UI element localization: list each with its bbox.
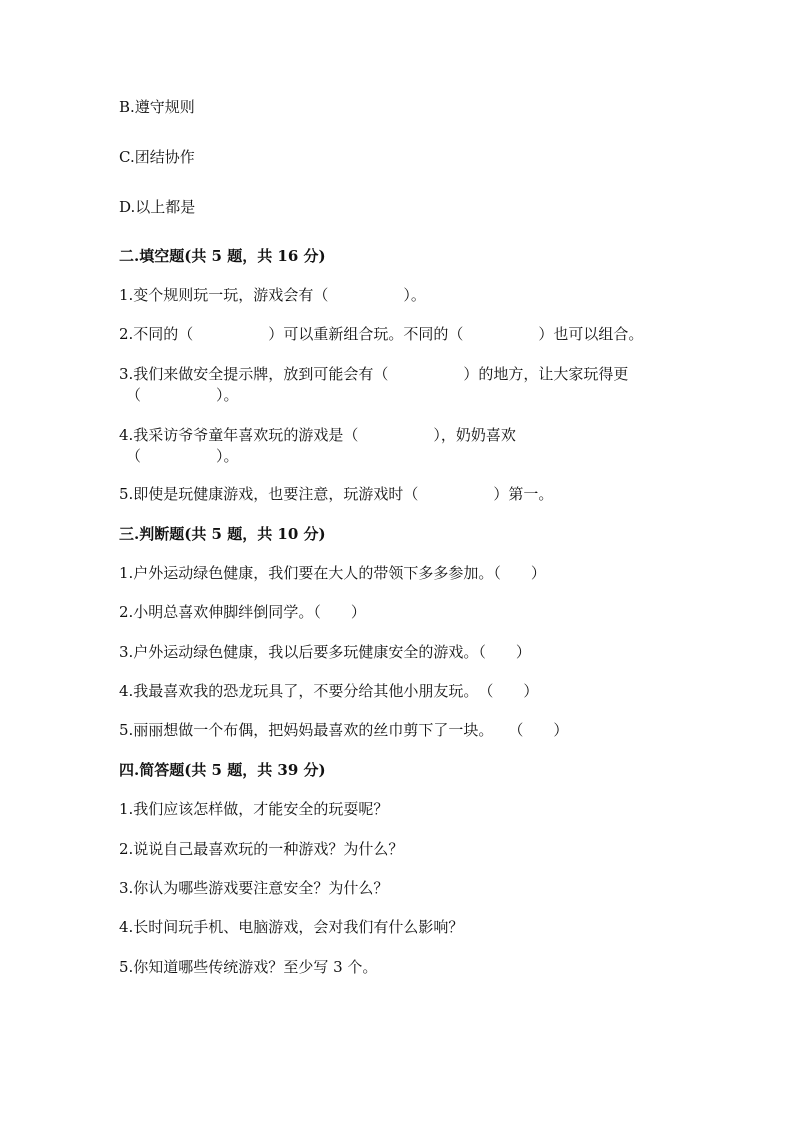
choice-option-c: C.团结协作 (119, 148, 195, 166)
short-answer-question-1: 1.我们应该怎样做，才能安全的玩耍呢？ (119, 800, 389, 818)
fill-in-question-2: 2.不同的（ ）可以重新组合玩。不同的（ ）也可以组合。 (119, 325, 644, 343)
short-answer-question-4: 4.长时间玩手机、电脑游戏，会对我们有什么影响？ (119, 918, 464, 936)
true-false-question-1: 1.户外运动绿色健康，我们要在大人的带领下多多参加。（ ） (119, 564, 546, 582)
section-heading-true-false: 三.判断题(共 5 题，共 10 分) (119, 525, 326, 543)
section-heading-fill-in: 二.填空题(共 5 题，共 16 分) (119, 247, 326, 265)
short-answer-question-3: 3.你认为哪些游戏要注意安全？为什么？ (119, 879, 389, 897)
fill-in-question-5: 5.即使是玩健康游戏，也要注意，玩游戏时（ ）第一。 (119, 485, 554, 503)
choice-option-b: B.遵守规则 (119, 98, 195, 116)
section-heading-short-answer: 四.简答题(共 5 题，共 39 分) (119, 761, 326, 779)
fill-in-question-4-continued: （ ）。 (126, 447, 239, 465)
choice-option-d: D.以上都是 (119, 198, 196, 216)
true-false-question-2: 2.小明总喜欢伸脚绊倒同学。（ ） (119, 603, 366, 621)
fill-in-question-1: 1.变个规则玩一玩，游戏会有（ ）。 (119, 286, 426, 304)
true-false-question-5: 5.丽丽想做一个布偶，把妈妈最喜欢的丝巾剪下了一块。 （ ） (119, 721, 569, 739)
fill-in-question-3: 3.我们来做安全提示牌，放到可能会有（ ）的地方，让大家玩得更 (119, 365, 629, 383)
short-answer-question-5: 5.你知道哪些传统游戏？至少写 3 个。 (119, 958, 378, 976)
fill-in-question-3-continued: （ ）。 (126, 386, 239, 404)
fill-in-question-4: 4.我采访爷爷童年喜欢玩的游戏是（ ），奶奶喜欢 (119, 426, 516, 444)
short-answer-question-2: 2.说说自己最喜欢玩的一种游戏？为什么？ (119, 840, 404, 858)
true-false-question-4: 4.我最喜欢我的恐龙玩具了，不要分给其他小朋友玩。 （ ） (119, 682, 539, 700)
true-false-question-3: 3.户外运动绿色健康，我以后要多玩健康安全的游戏。（ ） (119, 643, 531, 661)
